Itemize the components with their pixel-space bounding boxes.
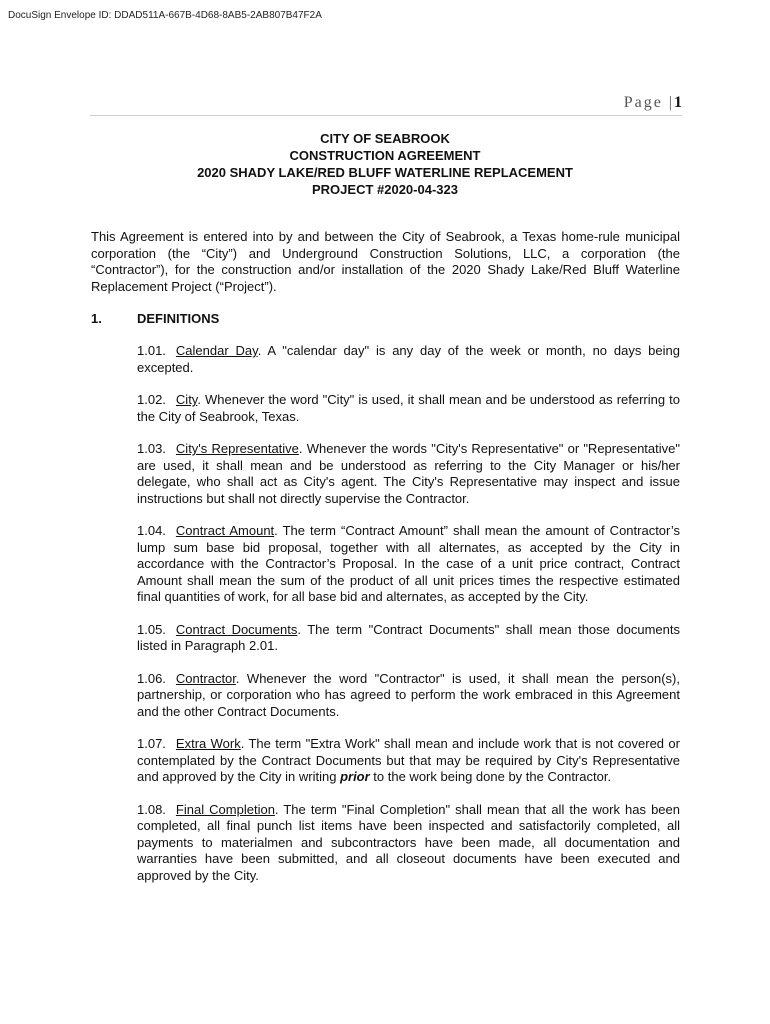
definition-number: 1.05. — [137, 621, 166, 637]
definition-number: 1.08. — [137, 801, 166, 817]
section-title: DEFINITIONS — [137, 311, 220, 326]
intro-paragraph: This Agreement is entered into by and between the City of Seabrook, a Texas home-rule municipal corporation (the “City”) and Underground Construction Solutions, LLC, a corporation (the “Contractor”), for the construction and/or installation of the 2020 Shady Lake/Red Bluff Waterline Replacement Project (“Project”). — [91, 229, 680, 294]
definition-text-after: to the work being done by the Contractor. — [369, 769, 612, 784]
definition-number: 1.07. — [137, 736, 166, 751]
definition-number: 1.06. — [137, 670, 166, 686]
definition-term: Contract Amount — [175, 523, 275, 538]
page-label: Page | — [623, 94, 674, 111]
definition-text: . Whenever the word "City" is used, it shall mean and be understood as referring to the City of Seabrook, Texas. — [137, 392, 680, 424]
definition-item — [137, 523, 680, 606]
title-line-agreement: CONSTRUCTION AGREEMENT — [289, 148, 481, 163]
header-divider — [90, 115, 682, 116]
definitions-list — [137, 343, 680, 900]
definition-text: . Whenever the words "City's Representative" or "Representative" are used, it shall mean and be understood as referring to the City Manager or his/her delegate, who shall act as City's agent. The City's Representative may inspect and issue instructions but shall not directly supervise the Contractor. — [137, 441, 680, 506]
definition-number: 1.03. — [137, 441, 166, 456]
definition-item — [137, 671, 680, 721]
definition-item — [137, 802, 680, 885]
title-line-project-name: 2020 SHADY LAKE/RED BLUFF WATERLINE REPLACEMENT — [197, 165, 573, 180]
definition-term: Contractor — [175, 670, 236, 686]
definition-text: . A "calendar day" is any day of the week or month, no days being excepted. — [137, 343, 680, 375]
definition-number: 1.02. — [137, 392, 166, 407]
definition-term: Final Completion — [175, 801, 275, 817]
definition-item — [137, 343, 680, 376]
definition-number: 1.04. — [137, 523, 166, 538]
definition-text: . The term "Contract Documents" shall mean those documents listed in Paragraph 2.01. — [137, 621, 680, 653]
definition-term: City — [175, 392, 198, 407]
definition-text: . Whenever the word "Contractor" is used, it shall mean the person(s), partnership, or corporation who has agreed to perform the work embraced in this Agreement and the other Contract Documents. — [137, 670, 680, 719]
title-line-project-number: PROJECT #2020-04-323 — [312, 182, 458, 197]
definition-item — [137, 736, 680, 786]
definition-text: . The term "Extra Work" shall mean and include work that is not covered or contemplated by the Contract Documents but that may be required by City's Representative and approved by the City in writing — [137, 736, 680, 784]
section-heading — [91, 311, 219, 327]
page-number: 1 — [674, 94, 682, 111]
section-number: 1. — [91, 311, 102, 326]
definition-term: Extra Work — [175, 736, 241, 751]
definition-term: Contract Documents — [175, 621, 298, 637]
definition-item — [137, 392, 680, 425]
docusign-envelope-id: DocuSign Envelope ID: DDAD511A-667B-4D68-8AB5-2AB807B47F2A — [8, 10, 322, 21]
definition-number: 1.01. — [137, 343, 166, 358]
definition-text: . The term “Contract Amount” shall mean the amount of Contractor’s lump sum base bid proposal, together with all alternates, as accepted by the City in accordance with the Contractor’s Proposal. In the case of a unit price contract, Contract Amount shall mean the sum of the product of all unit prices times the respective estimated final quantities of work, for all base bid and alternates, as accepted by the City. — [137, 523, 681, 604]
document-title — [90, 130, 680, 198]
page-number-label — [624, 94, 682, 112]
definition-text: . The term "Final Completion" shall mean that all the work has been completed, all final punch list items have been inspected and satisfactorily completed, all payments to materialmen and subcontractors have been made, all documentation and warranties have been submitted, and all closeout documents have been executed and approved by the City. — [137, 801, 680, 883]
definition-term: Calendar Day — [175, 343, 258, 358]
title-line-city: CITY OF SEABROOK — [320, 131, 450, 146]
definition-emphasis: prior — [340, 769, 370, 784]
definition-item — [137, 441, 680, 507]
definition-term: City's Representative — [175, 441, 299, 456]
definition-item — [137, 622, 680, 655]
